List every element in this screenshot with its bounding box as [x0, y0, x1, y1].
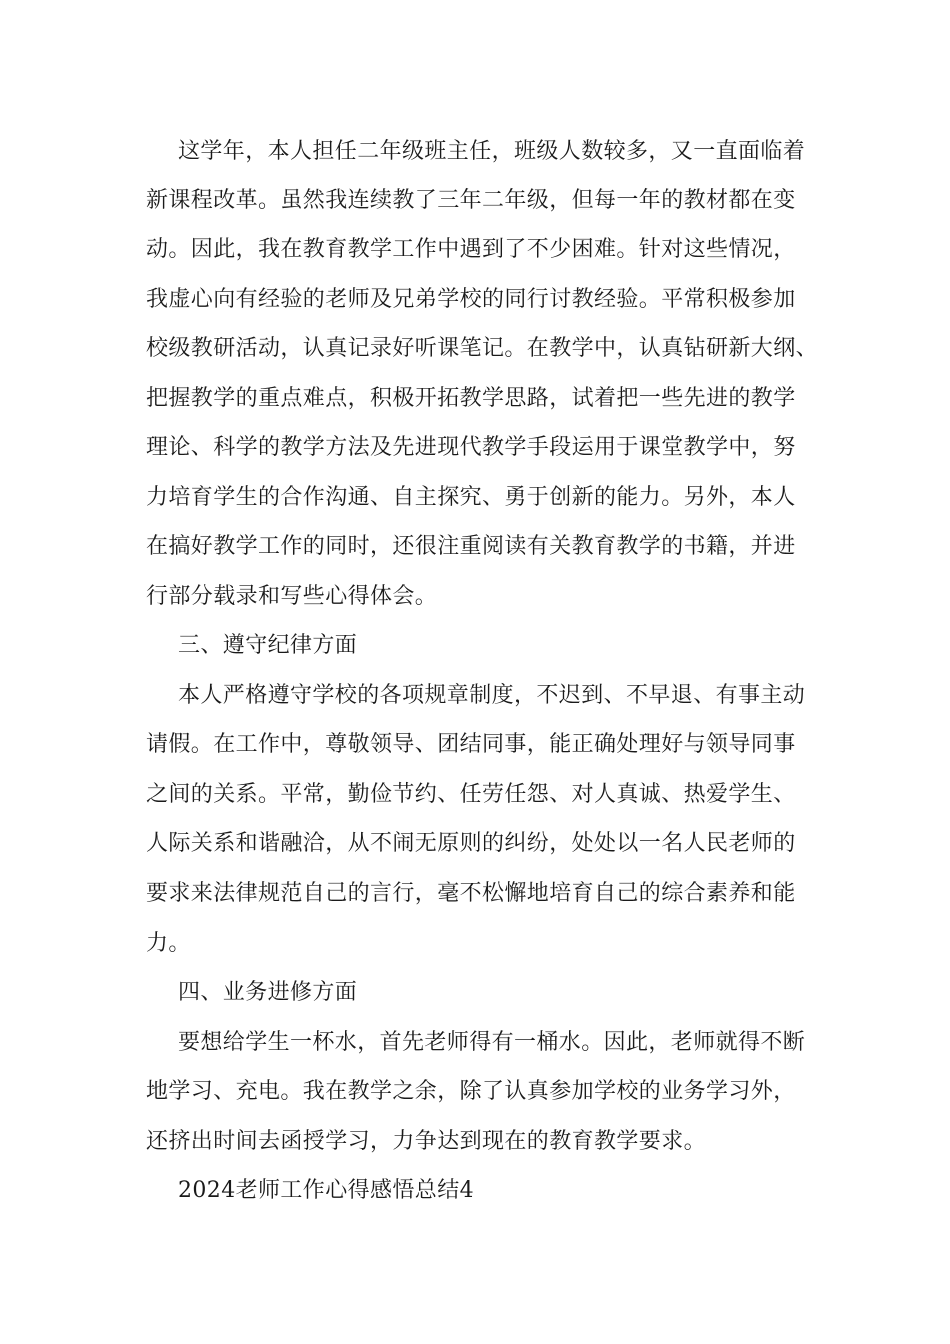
- paragraph-line: 新课程改革。虽然我连续教了三年二年级，但每一年的教材都在变: [146, 188, 796, 213]
- paragraph-line: 动。因此，我在教育教学工作中遇到了不少困难。针对这些情况，: [146, 237, 796, 262]
- paragraph-line: 行部分载录和写些心得体会。: [146, 584, 438, 609]
- paragraph-line: 把握教学的重点难点，积极开拓教学思路，试着把一些先进的教学: [146, 386, 796, 411]
- section-heading: 四、业务进修方面: [178, 980, 358, 1005]
- paragraph-line: 校级教研活动，认真记录好听课笔记。在教学中，认真钻研新大纲、: [146, 336, 819, 361]
- paragraph-line: 理论、科学的教学方法及先进现代教学手段运用于课堂教学中，努: [146, 435, 796, 460]
- paragraph-line: 要求来法律规范自己的言行，毫不松懈地培育自己的综合素养和能: [146, 881, 796, 906]
- paragraph-line: 地学习、充电。我在教学之余，除了认真参加学校的业务学习外，: [146, 1079, 796, 1104]
- paragraph-line: 本人严格遵守学校的各项规章制度，不迟到、不早退、有事主动: [178, 683, 806, 708]
- paragraph-line: 这学年，本人担任二年级班主任，班级人数较多，又一直面临着: [178, 139, 806, 164]
- paragraph-line: 力。: [146, 931, 191, 956]
- paragraph-line: 人际关系和谐融洽，从不闹无原则的纠纷，处处以一名人民老师的: [146, 831, 796, 856]
- section-heading: 三、遵守纪律方面: [178, 633, 358, 658]
- paragraph-line: 请假。在工作中，尊敬领导、团结同事，能正确处理好与领导同事: [146, 732, 796, 757]
- paragraph-line: 之间的关系。平常，勤俭节约、任劳任怨、对人真诚、热爱学生、: [146, 782, 796, 807]
- paragraph-line: 在搞好教学工作的同时，还很注重阅读有关教育教学的书籍，并进: [146, 534, 796, 559]
- paragraph-line: 要想给学生一杯水，首先老师得有一桶水。因此，老师就得不断: [178, 1030, 806, 1055]
- paragraph-line: 还挤出时间去函授学习，力争达到现在的教育教学要求。: [146, 1129, 707, 1154]
- paragraph-line: 我虚心向有经验的老师及兄弟学校的同行讨教经验。平常积极参加: [146, 287, 796, 312]
- paragraph-line: 力培育学生的合作沟通、自主探究、勇于创新的能力。另外，本人: [146, 485, 796, 510]
- section-title: 2024老师工作心得感悟总结4: [178, 1178, 474, 1203]
